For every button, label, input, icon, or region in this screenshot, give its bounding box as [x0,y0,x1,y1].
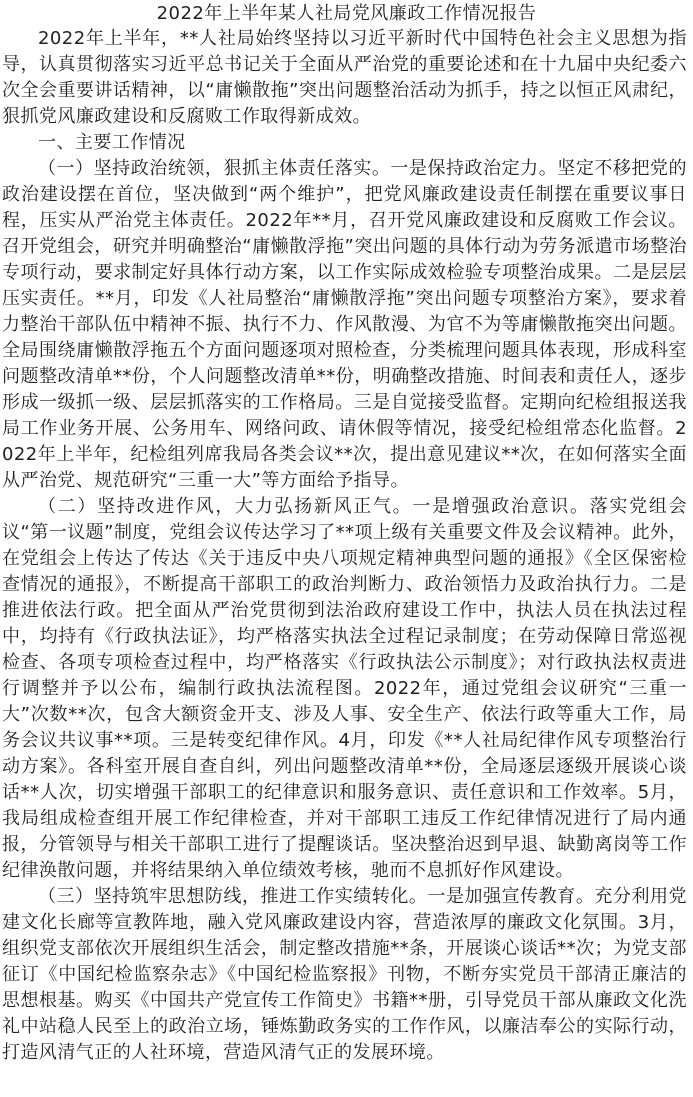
paragraph-ideological-defense: （三）坚持筑牢思想防线，推进工作实绩转化。一是加强宣传教育。充分利用党建文化长廊等宣教阵地，融入党风廉政建设内容，营造浓厚的廉政文化氛围。3月，组织党支部依次开展组织生活会，制定整改措施**条，开展谈心谈话**次；为党支部征订《中国纪检监察杂志》《中国纪检监察报》刊物，不断夯实党员干部清正廉洁的思想根基。购买《中国共产党宣传工作简史》书籍**册，引导党员干部从廉政文化洗礼中站稳人民至上的政治立场，锤炼勤政务实的工作作风，以廉洁奉公的实际行动，打造风清气正的人社环境，营造风清气正的发展环境。 [2,886,687,1063]
section-heading-main-work: 一、主要工作情况 [38,132,186,153]
document-title: 2022年上半年某人社局党风廉政工作情况报告 [156,3,537,24]
paragraph-work-style: （二）坚持改进作风，大力弘扬新风正气。一是增强政治意识。落实党组会议“第一议题”制度，党组会议传达学习了**项上级有关重要文件及会议精神。此外，在党组会上传达了传达《关于违反中央八项规定精神典型问题的通报》《全区保密检查情况的通报》，不断提高干部职工的政治判断力、政治领悟力及政治执行力。二是推进依法行政。把全面从严治党贯彻到法治政府建设工作中，执法人员在执法过程中，均持有《行政执法证》，均严格落实执法全过程记录制度；在劳动保障日常巡视检查、各项专项检查过程中，均严格落实《行政执法公示制度》；对行政执法权责进行调整并予以公布，编制行政执法流程图。2022年，通过党组会议研究“三重一大”次数**次，包含大额资金开支、涉及人事、安全生产、依法行政等重大工作，局务会议共议事**项。三是转变纪律作风。4月，印发《**人社局纪律作风专项整治行动方案》。各科室开展自查自纠，列出问题整改清单**份，全局逐层逐级开展谈心谈话**人次，切实增强干部职工的纪律意识和服务意识、责任意识和工作效率。5月，我局组成检查组开展工作纪律检查，并对干部职工违反工作纪律情况进行了局内通报，分管领导与相关干部职工进行了提醒谈话。坚决整治迟到早退、缺勤离岗等工作纪律涣散问题，并将结果纳入单位绩效考核，驰而不息抓好作风建设。 [2,496,687,881]
document-body [0,26,693,1066]
paragraph-political-leadership: （一）坚持政治统领，狠抓主体责任落实。一是保持政治定力。坚定不移把党的政治建设摆在首位，坚决做到“两个维护”，把党风廉政建设责任制摆在重要议事日程，压实从严治党主体责任。2022年**月，召开党风廉政建设和反腐败工作会议。召开党组会，研究并明确整治“庸懒散浮拖”突出问题的具体行动为劳务派遣市场整治专项行动，要求制定好具体行动方案，以工作实际成效检验专项整治成果。二是层层压实责任。**月，印发《人社局整治“庸懒散浮拖”突出问题专项整治方案》，要求着力整治干部队伍中精神不振、执行不力、作风散漫、为官不为等庸懒散拖突出问题。全局围绕庸懒散浮拖五个方面问题逐项对照检查，分类梳理问题具体表现，形成科室问题整改清单**份，个人问题整改清单**份，明确整改措施、时间表和责任人，逐步形成一级抓一级、层层抓落实的工作格局。三是自觉接受监督。定期向纪检组报送我局工作业务开展、公务用车、网络问政、请休假等情况，接受纪检组常态化监督。2022年上半年，纪检组列席我局各类会议**次，提出意见建议**次，在如何落实全面从严治党、规范研究“三重一大”等方面给予指导。 [2,158,687,491]
intro-paragraph: 2022年上半年，**人社局始终坚持以习近平新时代中国特色社会主义思想为指导，认真贯彻落实习近平总书记关于全面从严治党的重要论述和在十九届中央纪委六次全会重要讲话精神，以“庸懒散拖”突出问题整治活动为抓手，持之以恒正风肃纪，狠抓党风廉政建设和反腐败工作取得新成效。 [2,28,687,127]
